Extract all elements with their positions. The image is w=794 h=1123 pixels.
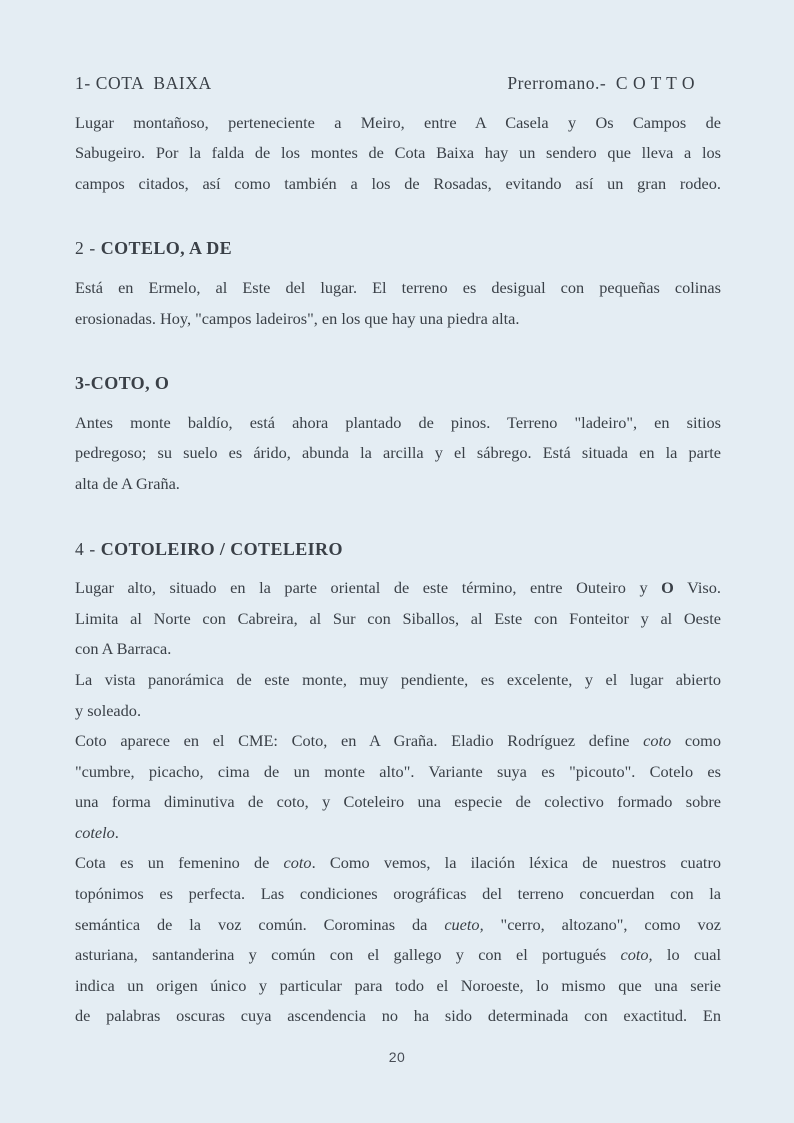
text-line: La vista panorámica de este monte, muy pendiente, es excelente, y el lugar abierto bbox=[75, 669, 721, 689]
text-line: Coto aparece en el CME: Coto, en A Graña. Eladio Rodríguez define coto como bbox=[75, 731, 721, 751]
text-line: asturiana, santanderina y común con el gallego y con el portugués coto, lo cual bbox=[75, 945, 721, 965]
text-line: alta de A Graña. bbox=[75, 473, 180, 493]
text-line: indica un origen único y particular para todo el Noroeste, lo mismo que una serie bbox=[75, 975, 721, 995]
paragraph bbox=[75, 726, 721, 848]
entry-heading-left bbox=[75, 534, 343, 565]
text-line: erosionadas. Hoy, "campos ladeiros", en los que hay una piedra alta. bbox=[75, 308, 520, 328]
entry-number: 4 - bbox=[75, 538, 101, 559]
text-line: Lugar alto, situado en la parte oriental de este término, entre Outeiro y O Viso. bbox=[75, 578, 721, 598]
entry-title: 3-COTO, O bbox=[75, 373, 170, 394]
entry-heading bbox=[75, 233, 721, 264]
entry-number: 1- bbox=[75, 73, 96, 93]
entry-number: 2 - bbox=[75, 238, 101, 259]
paragraph bbox=[75, 408, 721, 500]
entry-title: COTOLEIRO / COTELEIRO bbox=[100, 538, 343, 559]
text-line: pedregoso; su suelo es árido, abunda la arcilla y el sábrego. Está situada en la parte bbox=[75, 443, 721, 463]
text-line: topónimos es perfecta. Las condiciones orográficas del terreno concuerdan con la bbox=[75, 884, 721, 904]
text-line: Lugar montañoso, perteneciente a Meiro, entre A Casela y Os Campos de bbox=[75, 112, 721, 132]
paragraph bbox=[75, 273, 721, 334]
entry-body bbox=[75, 408, 721, 500]
text-line: Antes monte baldío, está ahora plantado de pinos. Terreno "ladeiro", en sitios bbox=[75, 412, 721, 432]
entry-etymology-label: Prerromano.- C O T T O bbox=[507, 73, 695, 93]
entry-heading-left bbox=[75, 68, 212, 99]
entry-body bbox=[75, 108, 721, 200]
text-line: cotelo. bbox=[75, 822, 119, 842]
entry-heading bbox=[75, 534, 721, 565]
entry-section-coto bbox=[75, 368, 721, 499]
text-line: campos citados, así como también a los de Rosadas, evitando así un gran rodeo. bbox=[75, 173, 721, 193]
entry-heading bbox=[75, 368, 721, 399]
entry-section-cota-baixa bbox=[75, 68, 721, 199]
text-line: una forma diminutiva de coto, y Coteleiro una especie de colectivo formado sobre bbox=[75, 792, 721, 812]
paragraph bbox=[75, 848, 721, 1032]
page-number: 20 bbox=[388, 1049, 406, 1065]
entry-heading-left bbox=[75, 368, 169, 399]
entry-heading-left bbox=[75, 233, 232, 264]
text-line: Limita al Norte con Cabreira, al Sur con Siballos, al Este con Fonteitor y al Oeste bbox=[75, 608, 721, 628]
entry-title: COTELO, A DE bbox=[100, 238, 233, 259]
text-line: Sabugeiro. Por la falda de los montes de Cota Baixa hay un sendero que lleva a los bbox=[75, 143, 721, 163]
text-line: semántica de la voz común. Corominas da cueto, "cerro, altozano", como voz bbox=[75, 914, 721, 934]
entry-title: COTA BAIXA bbox=[95, 73, 212, 93]
text-line: "cumbre, picacho, cima de un monte alto". Variante suya es "picouto". Cotelo es bbox=[75, 761, 721, 781]
document-content bbox=[75, 68, 721, 1032]
text-line: Está en Ermelo, al Este del lugar. El terreno es desigual con pequeñas colinas bbox=[75, 277, 721, 297]
text-line: de palabras oscuras cuya ascendencia no ha sido determinada con exactitud. En bbox=[75, 1006, 721, 1026]
entry-body bbox=[75, 573, 721, 1032]
paragraph bbox=[75, 665, 721, 726]
entry-heading bbox=[75, 68, 721, 99]
entry-body bbox=[75, 273, 721, 334]
entry-section-cotelo bbox=[75, 233, 721, 334]
paragraph bbox=[75, 573, 721, 665]
text-line: y soleado. bbox=[75, 700, 142, 720]
paragraph bbox=[75, 108, 721, 200]
text-line: con A Barraca. bbox=[75, 639, 172, 659]
entry-section-cotoleiro bbox=[75, 534, 721, 1033]
text-line: Cota es un femenino de coto. Como vemos, la ilación léxica de nuestros cuatro bbox=[75, 853, 722, 873]
